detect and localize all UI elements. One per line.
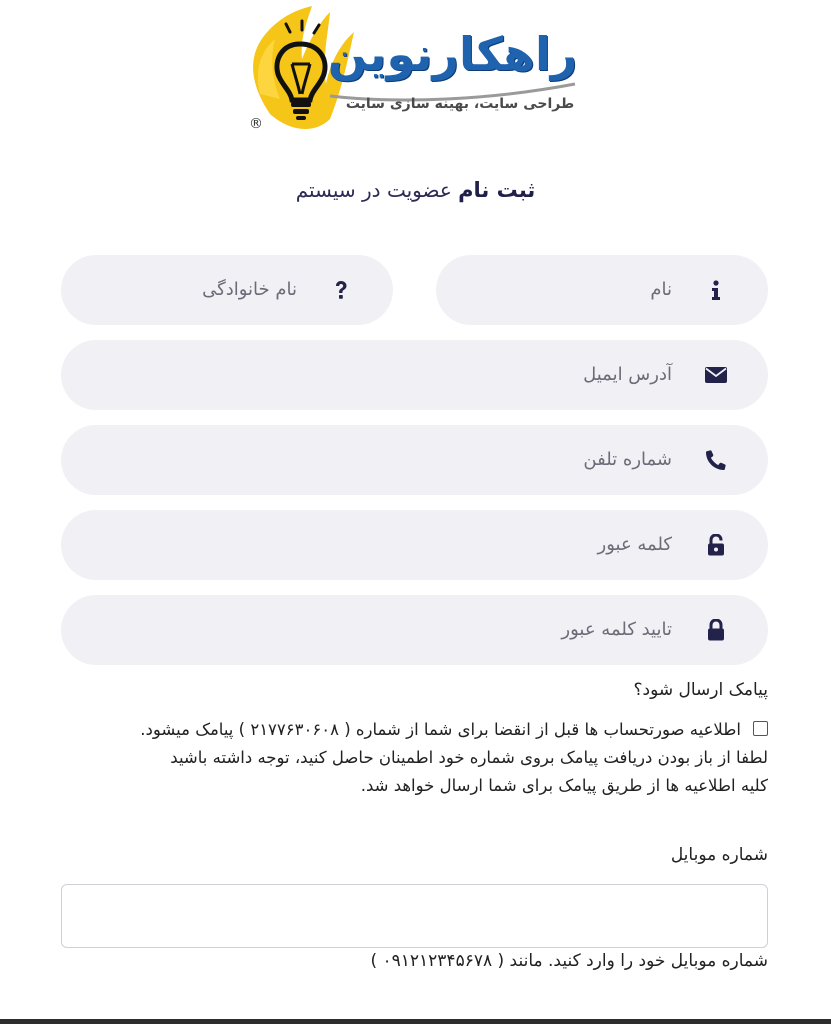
sms-description-line1: اطلاعیه صورتحساب ها قبل از انقضا برای شما از شماره ( ۲۱۷۷۶۳۰۶۰۸ ) پیامک میشود. (140, 720, 741, 739)
site-logo[interactable] (230, 4, 590, 144)
page-title-rest: عضویت در سیستم (295, 178, 452, 202)
confirm-password-field[interactable] (61, 595, 768, 665)
password-placeholder: کلمه عبور (597, 534, 672, 555)
sms-question-label: پیامک ارسال شود؟ (633, 680, 768, 700)
unlock-icon (704, 510, 728, 580)
logo-title: راهکارنوین (327, 27, 578, 81)
first-name-field[interactable] (436, 255, 768, 325)
mobile-hint: شماره موبایل خود را وارد کنید. مانند ( ۰۹۱۲۱۲۳۴۵۶۷۸ ) (370, 951, 768, 971)
envelope-icon (704, 340, 728, 410)
page-title-strong: ثبت نام (458, 178, 536, 202)
page-title (0, 178, 831, 202)
password-field[interactable] (61, 510, 768, 580)
last-name-field[interactable] (61, 255, 393, 325)
sms-description (63, 716, 768, 800)
lock-icon (704, 595, 728, 665)
email-field[interactable] (61, 340, 768, 410)
first-name-placeholder: نام (650, 279, 672, 300)
info-icon (704, 255, 728, 325)
question-icon (329, 255, 353, 325)
phone-icon (704, 425, 728, 495)
logo-subtitle: طراحی سایت، بهینه سازی سایت (345, 96, 575, 112)
confirm-password-placeholder: تایید کلمه عبور (561, 619, 672, 640)
bottom-bar (0, 1019, 831, 1024)
sms-description-line3: کلیه اطلاعیه ها از طریق پیامک برای شما ارسال خواهد شد. (360, 776, 768, 795)
mobile-label: شماره موبایل (670, 845, 768, 865)
registered-mark: ® (249, 116, 263, 132)
phone-field[interactable] (61, 425, 768, 495)
email-placeholder: آدرس ایمیل (583, 364, 672, 385)
mobile-input[interactable] (61, 884, 768, 948)
last-name-placeholder: نام خانوادگی (202, 279, 297, 300)
phone-placeholder: شماره تلفن (583, 449, 672, 470)
sms-description-line2: لطفا از باز بودن دریافت پیامک بروی شماره خود اطمینان حاصل کنید، توجه داشته باشید (170, 748, 768, 767)
